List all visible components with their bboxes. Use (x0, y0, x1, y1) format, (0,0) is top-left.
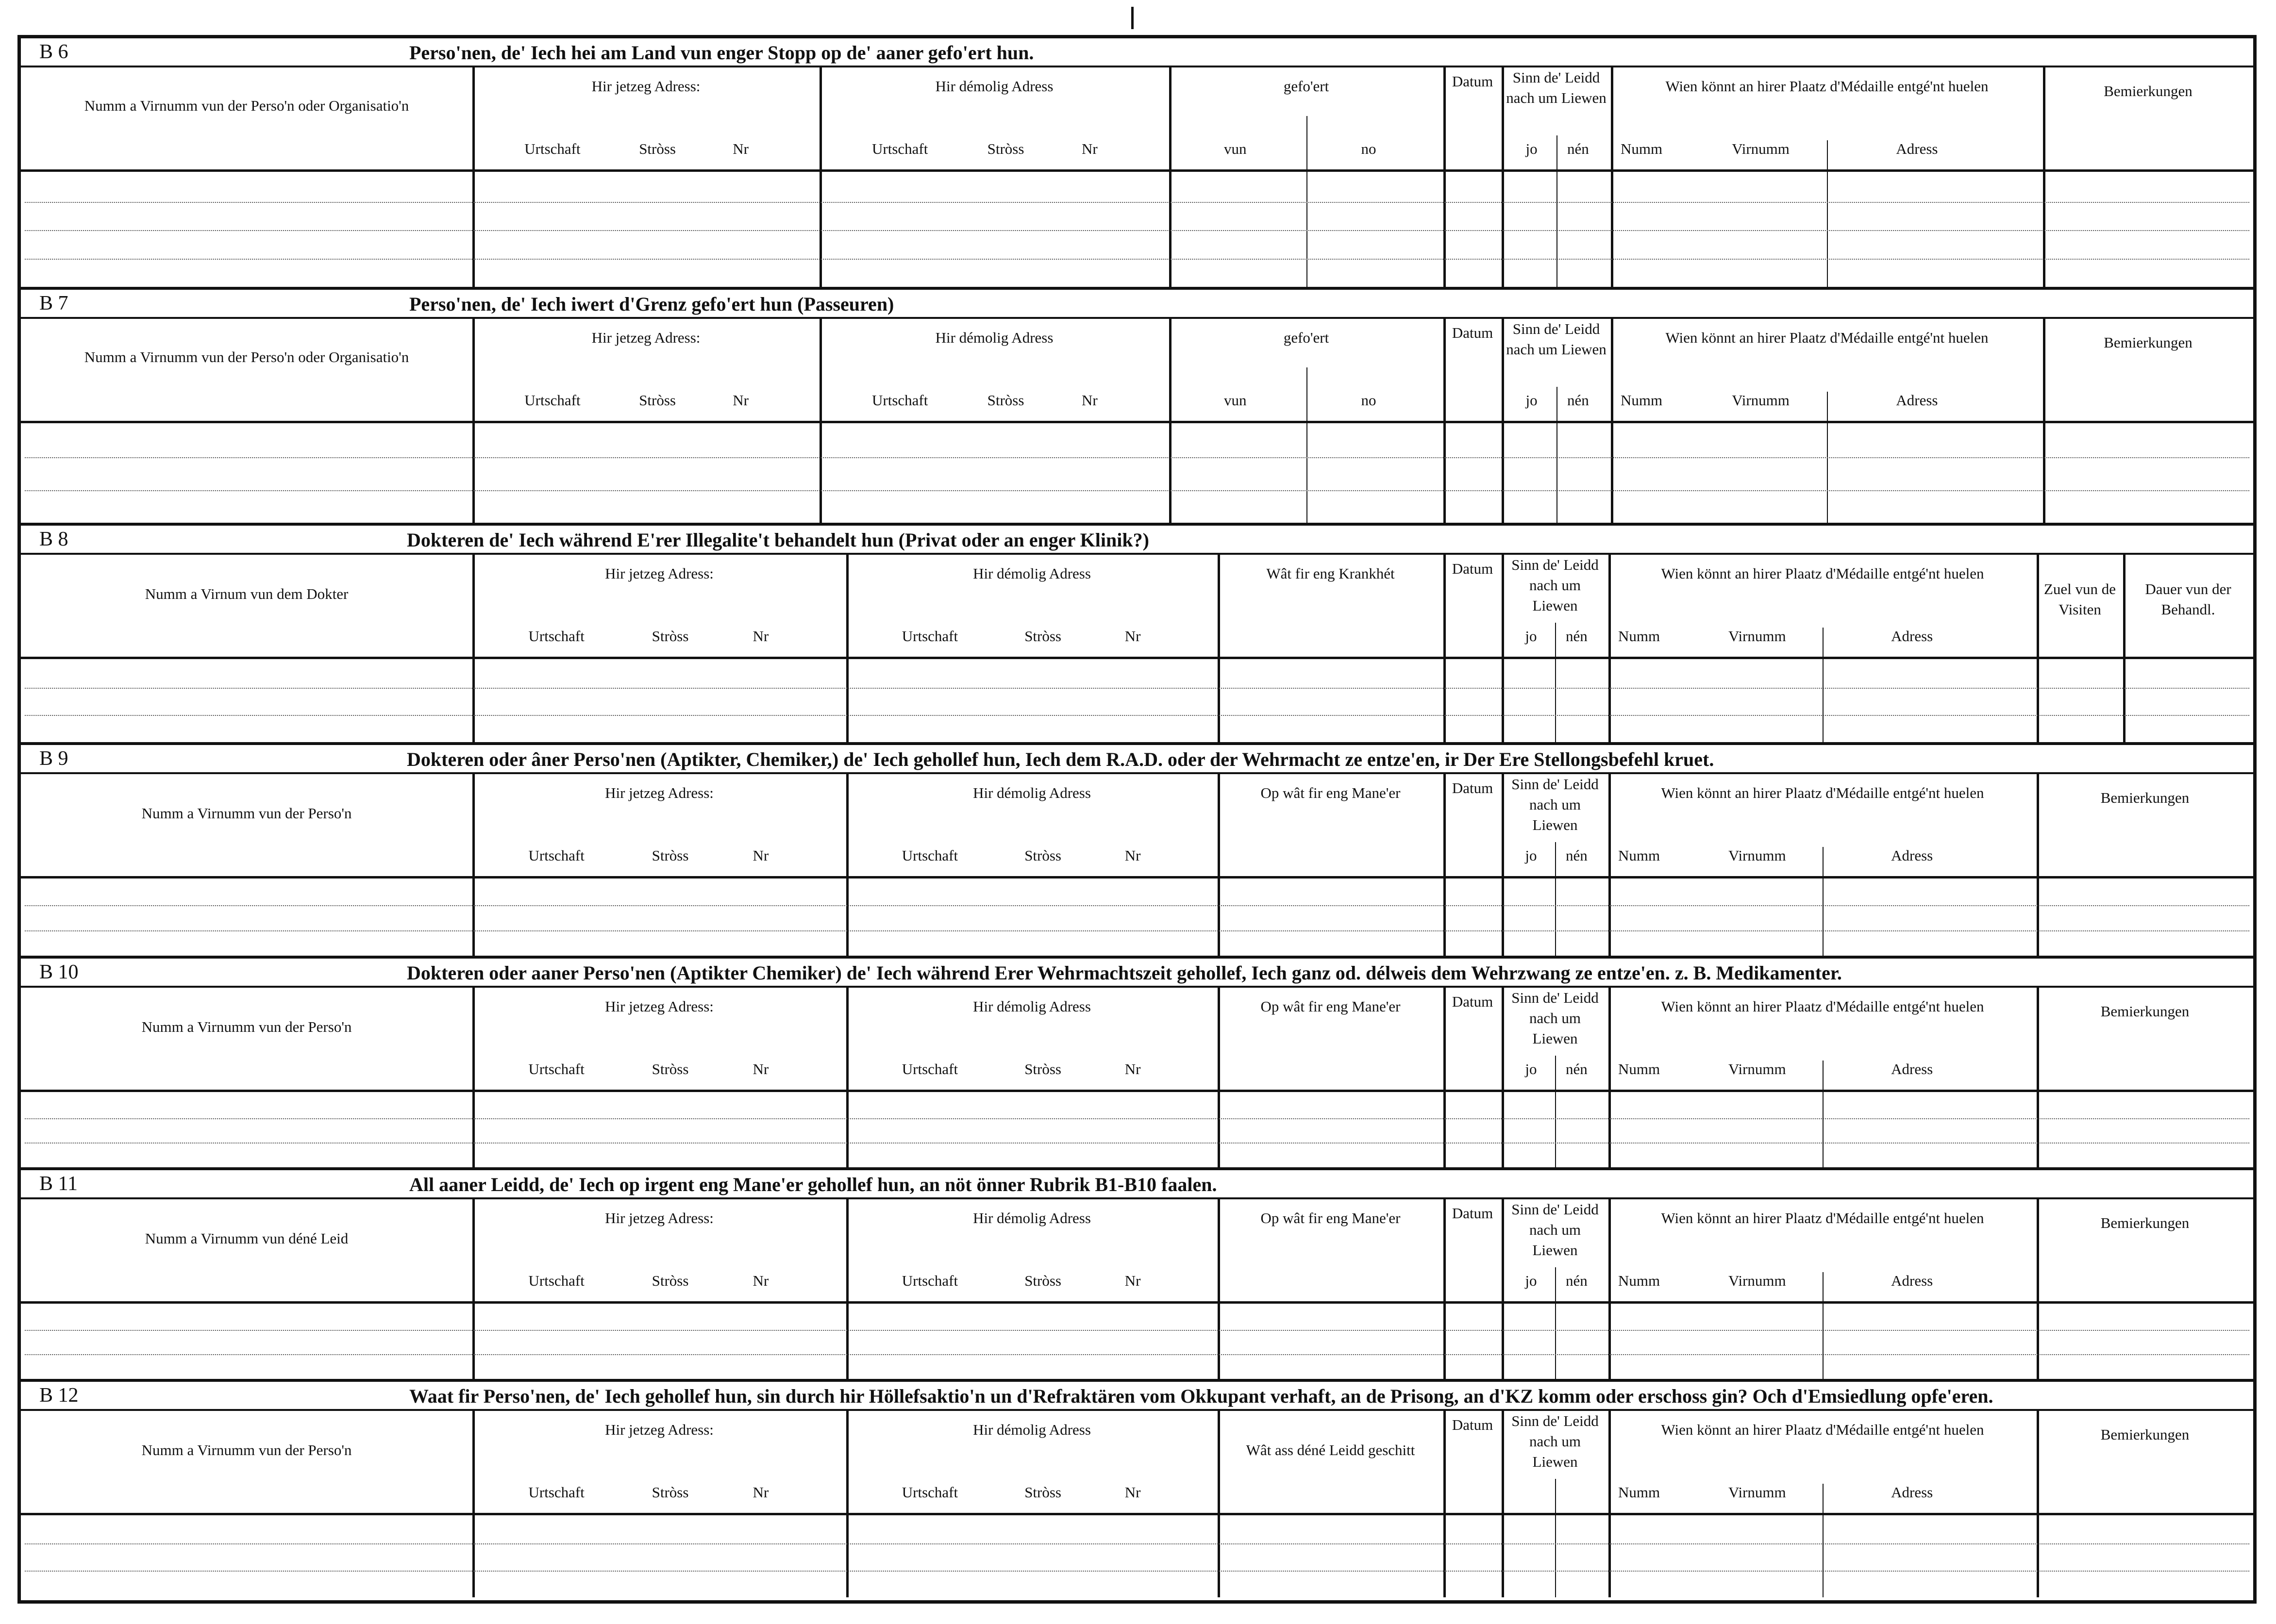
header-datum: Datum (1452, 993, 1493, 1010)
header-zuel-visiten: Zuel vun de Visiten (2043, 580, 2116, 618)
header-datum: Datum (1452, 324, 1493, 341)
section-title-bar (21, 1170, 2253, 1199)
entry-line[interactable] (25, 202, 2249, 203)
header-sinn: Sinn de' Leidd nach um Liewen (1511, 989, 1599, 1047)
header-dauer-behandl: Dauer vun der Behandl. (2145, 580, 2231, 618)
sub-stross: Stròss (652, 1272, 689, 1289)
sub-divider (1823, 1061, 1824, 1167)
sub-nr: Nr (1124, 1272, 1141, 1289)
header-middle: Op wât fir eng Mane'er (1260, 998, 1401, 1015)
header-name: Numm a Virnumm vun der Perso'n (141, 1442, 352, 1458)
header-former-address: Hir démolig Adress (973, 1421, 1091, 1438)
section-title: Dokteren de' Iech während E'rer Illegalite't behandelt hun (Privat oder an enger Klinik?) (407, 529, 1149, 551)
sub-stross: Stròss (652, 1484, 689, 1501)
section-code: B 9 (39, 747, 68, 770)
section-title: Dokteren oder âner Perso'nen (Aptikter, Chemiker,) de' Iech gehollef hun, Iech dem R.A.D. oder der Wehrmacht ze entze'en, ir Der Ere Stellongsbefehl kruet. (407, 748, 1714, 770)
sub-jo: jo (1525, 628, 1537, 645)
header-name: Numm a Virnumm vun déné Leid (145, 1230, 349, 1247)
header-former-address: Hir démolig Adress (973, 565, 1091, 582)
header-middle: Op wât fir eng Mane'er (1260, 784, 1401, 801)
header-former-address: Hir démolig Adress (973, 784, 1091, 801)
column-divider (1443, 774, 1446, 956)
column-divider (1608, 988, 1611, 1167)
top-tick-mark (1131, 7, 1134, 29)
sub-adress: Adress (1891, 1484, 1933, 1501)
section-b7 (21, 290, 2253, 526)
section-title-bar (21, 959, 2253, 988)
section-title: Perso'nen, de' Iech iwert d'Grenz gefo'ert hun (Passeuren) (409, 293, 894, 315)
header-sinn: Sinn de' Leidd nach um Liewen (1506, 320, 1607, 358)
header-middle: gefo'ert (1283, 329, 1329, 346)
header-sinn: Sinn de' Leidd nach um Liewen (1506, 69, 1607, 106)
sub-urtschaft: Urtschaft (902, 1061, 958, 1077)
sub-jo: jo (1525, 392, 1538, 409)
sub-numm: Numm (1621, 392, 1663, 409)
column-divider (1443, 319, 1446, 523)
column-divider (1218, 1411, 1220, 1597)
sub-urtschaft: Urtschaft (528, 1272, 585, 1289)
header-middle: Wât ass déné Leidd geschitt (1246, 1442, 1415, 1458)
header-current-address: Hir jetzeg Adress: (605, 1210, 714, 1226)
header-former-address: Hir démolig Adress (973, 998, 1091, 1015)
sub-stross: Stròss (1024, 847, 1061, 864)
sub-urtschaft: Urtschaft (902, 628, 958, 645)
sub-stross: Stròss (652, 1061, 689, 1077)
entry-line[interactable] (25, 715, 2249, 716)
entry-line[interactable] (25, 259, 2249, 260)
sub-virnumm: Virnumm (1728, 1272, 1786, 1289)
column-divider (820, 67, 822, 287)
sub-nr: Nr (1124, 1484, 1141, 1501)
column-divider (1608, 555, 1611, 742)
header-name: Numm a Virnumm vun der Perso'n oder Organisatio'n (84, 348, 409, 365)
sub-nen: nén (1566, 628, 1588, 645)
header-datum: Datum (1452, 560, 1493, 577)
sub-adress: Adress (1896, 392, 1938, 409)
sub-numm: Numm (1621, 140, 1663, 157)
sub-adress: Adress (1891, 1061, 1933, 1077)
sub-stross: Stròss (987, 392, 1024, 409)
sub-urtschaft: Urtschaft (872, 392, 928, 409)
sub-divider (1823, 628, 1824, 742)
sub-divider (1827, 140, 1828, 287)
section-code: B 7 (39, 292, 68, 315)
sub-urtschaft: Urtschaft (524, 392, 581, 409)
header-sinn: Sinn de' Leidd nach um Liewen (1511, 556, 1599, 614)
column-divider (1443, 67, 1446, 287)
section-b12 (21, 1382, 2253, 1600)
section-title: Waat fir Perso'nen, de' Iech gehollef hun, sin durch hir Höllefsaktio'n un d'Refraktären vom Okkupant verhaft, an de Prisong, an d'KZ komm oder erschoss gin? Och d'Emsiedlung opfe'eren. (409, 1385, 1993, 1407)
sub-nen: nén (1566, 1272, 1588, 1289)
column-divider (820, 319, 822, 523)
sub-nen: nén (1567, 392, 1589, 409)
header-current-address: Hir jetzeg Adress: (591, 329, 701, 346)
sub-nen: nén (1566, 847, 1588, 864)
sub-urtschaft: Urtschaft (902, 1272, 958, 1289)
header-name: Numm a Virnumm vun der Perso'n (141, 1018, 352, 1035)
entry-line[interactable] (25, 457, 2249, 458)
header-sinn: Sinn de' Leidd nach um Liewen (1511, 1412, 1599, 1470)
header-wien: Wien könnt an hirer Plaatz d'Médaille entgé'nt huelen (1665, 78, 1989, 95)
sub-stross: Stròss (652, 628, 689, 645)
sub-stross: Stròss (1024, 1484, 1061, 1501)
sub-virnumm: Virnumm (1732, 392, 1790, 409)
header-former-address: Hir démolig Adress (973, 1210, 1091, 1226)
sub-urtschaft: Urtschaft (902, 847, 958, 864)
header-sinn: Sinn de' Leidd nach um Liewen (1511, 1201, 1599, 1259)
entry-line[interactable] (25, 905, 2249, 906)
sub-stross: Stròss (652, 847, 689, 864)
column-divider (472, 67, 475, 287)
header-wien: Wien könnt an hirer Plaatz d'Médaille entgé'nt huelen (1661, 784, 1984, 801)
sub-nr: Nr (733, 392, 749, 409)
header-name: Numm a Virnum vun dem Dokter (145, 585, 349, 602)
sub-nr: Nr (1124, 847, 1141, 864)
sub-divider (1823, 1484, 1824, 1597)
column-divider (1502, 67, 1504, 287)
column-divider (472, 319, 475, 523)
sub-divider (1306, 367, 1307, 523)
section-b9 (21, 745, 2253, 959)
column-divider (1502, 555, 1504, 742)
section-title-bar (21, 290, 2253, 319)
header-wien: Wien könnt an hirer Plaatz d'Médaille entgé'nt huelen (1661, 1210, 1984, 1226)
sub-nr: Nr (733, 140, 749, 157)
header-middle: Wât fir eng Krankhét (1266, 565, 1395, 582)
sub-adress: Adress (1891, 847, 1933, 864)
sub-divider (1823, 1272, 1824, 1379)
sub-divider (1556, 387, 1557, 523)
sub-jo: jo (1525, 140, 1538, 157)
header-current-address: Hir jetzeg Adress: (605, 998, 714, 1015)
section-title-bar (21, 38, 2253, 67)
sub-nr: Nr (1124, 1061, 1141, 1077)
column-divider (1443, 1199, 1446, 1379)
sub-stross: Stròss (987, 140, 1024, 157)
header-datum: Datum (1452, 1416, 1493, 1433)
sub-nr: Nr (753, 1484, 769, 1501)
section-title: All aaner Leidd, de' Iech op irgent eng Mane'er gehollef hun, an nöt önner Rubrik B1-B10 faalen. (409, 1174, 1217, 1195)
header-current-address: Hir jetzeg Adress: (605, 784, 714, 801)
header-bemierkungen: Bemierkungen (2104, 334, 2192, 351)
column-divider (1443, 988, 1446, 1167)
header-datum: Datum (1452, 1205, 1493, 1222)
header-bemierkungen: Bemierkungen (2100, 1003, 2190, 1020)
section-code: B 11 (39, 1173, 78, 1195)
entry-line[interactable] (25, 490, 2249, 491)
column-divider (1502, 774, 1504, 956)
sub-vun: vun (1224, 140, 1247, 157)
header-sinn: Sinn de' Leidd nach um Liewen (1511, 776, 1599, 833)
header-name: Numm a Virnumm vun der Perso'n (141, 805, 352, 822)
header-datum: Datum (1452, 779, 1493, 796)
column-divider (1443, 555, 1446, 742)
header-middle: Op wât fir eng Mane'er (1260, 1210, 1401, 1226)
sub-numm: Numm (1618, 628, 1660, 645)
sub-adress: Adress (1891, 628, 1933, 645)
entry-line[interactable] (25, 1118, 2249, 1119)
sub-urtschaft: Urtschaft (902, 1484, 958, 1501)
sub-urtschaft: Urtschaft (528, 1061, 585, 1077)
section-b8 (21, 526, 2253, 745)
column-divider (1608, 1199, 1611, 1379)
header-bemierkungen: Bemierkungen (2100, 1214, 2190, 1231)
column-divider (1169, 319, 1171, 523)
column-divider (1502, 319, 1504, 523)
sub-nr: Nr (1124, 628, 1141, 645)
entry-line[interactable] (25, 230, 2249, 231)
sub-virnumm: Virnumm (1728, 1484, 1786, 1501)
sub-nr: Nr (1082, 140, 1098, 157)
sub-stross: Stròss (1024, 628, 1061, 645)
section-b6 (21, 38, 2253, 290)
sub-adress: Adress (1896, 140, 1938, 157)
entry-line[interactable] (25, 1354, 2249, 1355)
column-divider (1169, 67, 1171, 287)
header-middle: gefo'ert (1283, 78, 1329, 95)
sub-divider (1555, 1479, 1556, 1597)
sub-jo: jo (1525, 847, 1537, 864)
header-wien: Wien könnt an hirer Plaatz d'Médaille entgé'nt huelen (1665, 329, 1989, 346)
sub-nr: Nr (753, 628, 769, 645)
sub-divider (1823, 847, 1824, 956)
header-current-address: Hir jetzeg Adress: (605, 1421, 714, 1438)
sub-urtschaft: Urtschaft (872, 140, 928, 157)
column-divider (1502, 988, 1504, 1167)
entry-line[interactable] (25, 688, 2249, 689)
sub-stross: Stròss (639, 140, 676, 157)
header-bemierkungen: Bemierkungen (2104, 83, 2192, 99)
sub-numm: Numm (1618, 1061, 1660, 1077)
sub-nr: Nr (753, 1061, 769, 1077)
header-name: Numm a Virnumm vun der Perso'n oder Organisatio'n (84, 97, 409, 114)
sub-numm: Numm (1618, 1484, 1660, 1501)
section-code: B 8 (39, 528, 68, 550)
header-datum: Datum (1452, 73, 1493, 90)
section-code: B 12 (39, 1384, 79, 1407)
section-title-bar (21, 745, 2253, 774)
sub-virnumm: Virnumm (1728, 1061, 1786, 1077)
header-current-address: Hir jetzeg Adress: (605, 565, 714, 582)
sub-no: no (1361, 392, 1376, 409)
sub-urtschaft: Urtschaft (528, 628, 585, 645)
sub-nen: nén (1567, 140, 1589, 157)
sub-divider (1556, 135, 1557, 287)
header-wien: Wien könnt an hirer Plaatz d'Médaille entgé'nt huelen (1661, 998, 1984, 1015)
header-bemierkungen: Bemierkungen (2100, 1426, 2190, 1443)
entry-line[interactable] (25, 930, 2249, 931)
section-code: B 10 (39, 961, 79, 983)
header-wien: Wien könnt an hirer Plaatz d'Médaille entgé'nt huelen (1661, 565, 1984, 582)
sub-numm: Numm (1618, 1272, 1660, 1289)
sub-nr: Nr (1082, 392, 1098, 409)
section-b11 (21, 1170, 2253, 1382)
sub-nr: Nr (753, 847, 769, 864)
column-divider (1502, 1411, 1504, 1597)
entry-line[interactable] (25, 1571, 2249, 1572)
header-wien: Wien könnt an hirer Plaatz d'Médaille entgé'nt huelen (1661, 1421, 1984, 1438)
column-divider (1502, 1199, 1504, 1379)
sub-jo: jo (1525, 1061, 1537, 1077)
header-former-address: Hir démolig Adress (935, 78, 1054, 95)
section-b10 (21, 959, 2253, 1170)
sub-urtschaft: Urtschaft (528, 1484, 585, 1501)
sub-nr: Nr (753, 1272, 769, 1289)
sub-virnumm: Virnumm (1728, 847, 1786, 864)
column-divider (1611, 67, 1613, 287)
column-divider (1608, 774, 1611, 956)
sub-adress: Adress (1891, 1272, 1933, 1289)
sub-vun: vun (1224, 392, 1247, 409)
sub-divider (1555, 623, 1556, 742)
sub-nen: nén (1566, 1061, 1588, 1077)
sub-urtschaft: Urtschaft (528, 847, 585, 864)
sub-stross: Stròss (1024, 1061, 1061, 1077)
header-former-address: Hir démolig Adress (935, 329, 1054, 346)
sub-virnumm: Virnumm (1728, 628, 1786, 645)
column-divider (1611, 319, 1613, 523)
sub-stross: Stròss (639, 392, 676, 409)
sub-jo: jo (1525, 1272, 1537, 1289)
sub-urtschaft: Urtschaft (524, 140, 581, 157)
sub-stross: Stròss (1024, 1272, 1061, 1289)
section-code: B 6 (39, 41, 68, 63)
column-divider (1608, 1411, 1611, 1597)
section-title-bar (21, 1382, 2253, 1411)
sub-divider (1555, 1056, 1556, 1167)
sub-divider (1555, 842, 1556, 956)
column-divider (1443, 1411, 1446, 1597)
header-current-address: Hir jetzeg Adress: (591, 78, 701, 95)
entry-line[interactable] (25, 1330, 2249, 1331)
section-title-bar (21, 526, 2253, 555)
header-bemierkungen: Bemierkungen (2100, 789, 2190, 806)
sub-no: no (1361, 140, 1376, 157)
form-frame (17, 35, 2257, 1604)
section-title: Perso'nen, de' Iech hei am Land vun enger Stopp op de' aaner gefo'ert hun. (409, 42, 1034, 64)
entry-line[interactable] (25, 1543, 2249, 1544)
section-title: Dokteren oder aaner Perso'nen (Aptikter Chemiker) de' Iech während Erer Wehrmachtszeit gehollef, Iech ganz od. délweis dem Wehrzwang ze entze'en. z. B. Medikamenter. (407, 962, 1842, 984)
sub-numm: Numm (1618, 847, 1660, 864)
sub-divider (1555, 1267, 1556, 1379)
sub-virnumm: Virnumm (1732, 140, 1790, 157)
